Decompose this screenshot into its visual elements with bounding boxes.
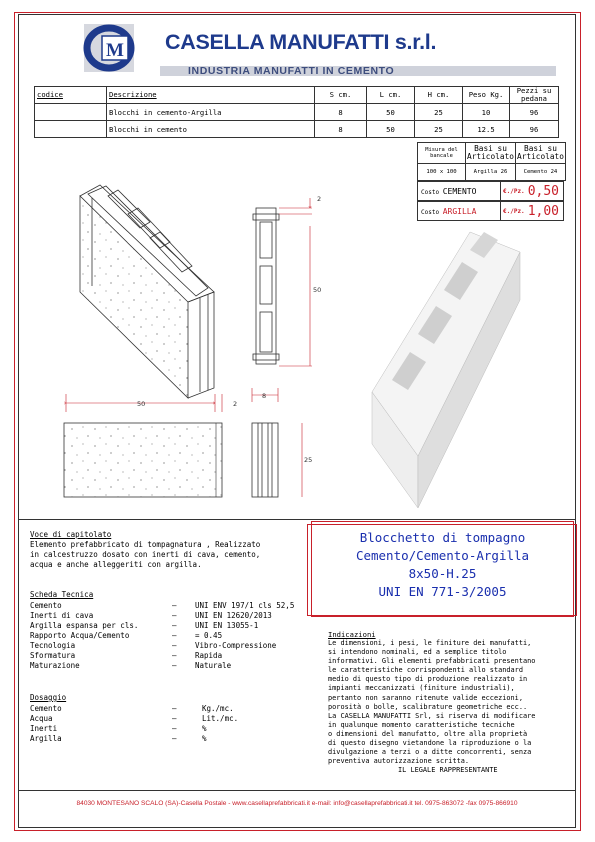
dosaggio-dash: – <box>172 724 177 733</box>
col-header-peso: Peso Kg. <box>463 87 510 104</box>
cell-s: 8 <box>315 121 367 138</box>
dim-label: 2 <box>317 195 322 203</box>
indicazioni-line: in qualunque momento caratteristiche tecniche <box>328 720 515 729</box>
cell-pezzi: 96 <box>510 104 559 121</box>
scheda-value: UNI EN 13055-1 <box>195 621 259 630</box>
company-tagline: INDUSTRIA MANUFATTI IN CEMENTO <box>160 66 556 76</box>
section-divider <box>18 519 576 520</box>
dosaggio-key: Inerti <box>30 724 58 733</box>
scheda-dash: – <box>172 661 177 670</box>
scheda-dash: – <box>172 621 177 630</box>
cell-h: 25 <box>415 104 463 121</box>
cost-currency: €./Pz. <box>503 188 525 195</box>
indicazioni-line: La CASELLA MANUFATTI Srl, si riserva di modificare <box>328 711 536 720</box>
scheda-key: Inerti di cava <box>30 611 94 620</box>
col-header-pezzi: Pezzi su pedana <box>510 87 559 104</box>
cost-label: Costo <box>421 189 440 196</box>
cost-label: Costo <box>421 209 440 216</box>
cell-l: 50 <box>367 104 415 121</box>
indicazioni-line: divulgazione a terzi o a ditte concorrenti, senza <box>328 748 532 757</box>
dim-label: 50 <box>137 400 146 408</box>
cost-value: 1,00 <box>527 204 559 219</box>
pallet-header-basi-2: Basi su Articolato <box>516 143 566 164</box>
col-header-s: S cm. <box>315 87 367 104</box>
dosaggio-unit: % <box>202 724 207 733</box>
scheda-heading: Scheda Tecnica <box>30 590 94 599</box>
product-size: 8x50-H.25 <box>408 566 477 581</box>
dosaggio-key: Argilla <box>30 734 62 743</box>
isometric-line-drawing <box>80 185 214 398</box>
col-header-h: H cm. <box>415 87 463 104</box>
scheda-key: Cemento <box>30 601 62 610</box>
scheda-dash: – <box>172 631 177 640</box>
front-view <box>253 208 279 364</box>
dosaggio-heading: Dosaggio <box>30 693 67 702</box>
scheda-value: Rapida <box>195 651 223 660</box>
dosaggio-dash: – <box>172 704 177 713</box>
dosaggio-key: Acqua <box>30 714 53 723</box>
cell-l: 50 <box>367 121 415 138</box>
col-header-codice: codice <box>37 90 63 99</box>
pallet-header-basi-1: Basi su Articolato <box>466 143 516 164</box>
scheda-key: Argilla espansa per cls. <box>30 621 139 630</box>
col-header-descrizione: Descrizione <box>109 90 157 99</box>
voce-line: Elemento prefabbricato di tompagnatura , Realizzato <box>30 540 261 549</box>
indicazioni-line: di questo disegno vietandone la riproduzione o la <box>328 739 532 748</box>
scheda-dash: – <box>172 611 177 620</box>
scheda-key: Maturazione <box>30 661 80 670</box>
scheda-key: Tecnologia <box>30 641 76 650</box>
indicazioni-line: o dimensioni del manufatto, oltre alla proprietà <box>328 729 528 738</box>
scheda-value: UNI EN 12620/2013 <box>195 611 272 620</box>
end-view <box>252 423 278 497</box>
pallet-header-misura: Misura del bancale <box>418 143 466 164</box>
scheda-value: = 0.45 <box>195 631 223 640</box>
cost-currency: €./Pz. <box>503 208 525 215</box>
voce-line: in calcestruzzo dosato con inerti di cava, cemento, <box>30 550 261 559</box>
scheda-value: Naturale <box>195 661 232 670</box>
indicazioni-text <box>328 639 535 775</box>
signature-label: IL LEGALE RAPPRESENTANTE <box>398 766 498 775</box>
cost-material: CEMENTO <box>442 187 477 196</box>
voce-line: acqua e anche alleggeriti con argilla. <box>30 560 202 569</box>
indicazioni-line: pertanto non saranno ritenute valide eccezioni, <box>328 693 523 702</box>
dosaggio-unit: Kg./mc. <box>202 704 234 713</box>
isometric-shaded-block <box>372 232 520 508</box>
dosaggio-dash: – <box>172 734 177 743</box>
indicazioni-line: Le dimensioni, i pesi, le finiture dei manufatti, <box>328 639 532 647</box>
scheda-dash: – <box>172 651 177 660</box>
dim-label: 8 <box>262 392 267 400</box>
pallet-value-cemento: Cemento 24 <box>516 164 566 181</box>
cell-descrizione: Blocchi in cemento <box>107 121 315 138</box>
company-name: CASELLA MANUFATTI s.r.l. <box>165 30 437 54</box>
col-header-l: L cm. <box>367 87 415 104</box>
product-title: Blocchetto di tompagno <box>359 530 526 545</box>
footer-contact: 84030 MONTESANO SCALO (SA)-Casella Postale - www.casellaprefabbricati.it e-mail: info@casellaprefabbricati.it tel. 0975-863072 -fax 0975-866910 <box>76 800 518 807</box>
dim-label: 50 <box>313 286 322 294</box>
footer-divider <box>18 790 576 791</box>
indicazioni-line: impianti meccanizzati (finiture industriali), <box>328 684 515 693</box>
dosaggio-unit: % <box>202 734 207 743</box>
cell-descrizione: Blocchi in cemento-Argilla <box>107 104 315 121</box>
voce-heading: Voce di capitolato <box>30 530 112 539</box>
scheda-key: Rapporto Acqua/Cemento <box>30 631 130 640</box>
dosaggio-unit: Lit./mc. <box>202 714 239 723</box>
product-standard: UNI EN 771-3/2005 <box>378 584 507 599</box>
logo-letter: M <box>106 40 124 61</box>
scheda-dash: – <box>172 601 177 610</box>
indicazioni-line: le caratteristiche corrispondenti allo standard <box>328 666 523 675</box>
indicazioni-line: medio di questo tipo di produzione realizzato in <box>328 675 528 684</box>
cell-h: 25 <box>415 121 463 138</box>
cell-s: 8 <box>315 104 367 121</box>
indicazioni-line: si intendono nominali, ed a semplice titolo <box>328 648 507 657</box>
side-face-view <box>64 423 222 497</box>
scheda-key: Sformatura <box>30 651 76 660</box>
scheda-value: Vibro-Compressione <box>195 641 277 650</box>
dosaggio-dash: – <box>172 714 177 723</box>
indicazioni-line: informativi. Gli elementi prefabbricati presentano <box>328 657 536 666</box>
pallet-value-argilla: Argilla 26 <box>466 164 516 181</box>
cell-peso: 10 <box>463 104 510 121</box>
dim-label: 2 <box>233 400 238 408</box>
cell-pezzi: 96 <box>510 121 559 138</box>
product-materials: Cemento/Cemento-Argilla <box>355 548 530 563</box>
cell-peso: 12.5 <box>463 121 510 138</box>
dosaggio-key: Cemento <box>30 704 62 713</box>
cost-material: ARGILLA <box>442 207 477 216</box>
indicazioni-line: preventiva autorizzazione scritta. <box>328 757 470 766</box>
scheda-dash: – <box>172 641 177 650</box>
pallet-value-misura: 100 x 100 <box>418 164 466 181</box>
dim-label: 25 <box>304 456 313 464</box>
cost-value: 0,50 <box>527 184 559 199</box>
indicazioni-heading: Indicazioni <box>328 630 376 639</box>
indicazioni-line: porosità o bolle, scalibrature geometriche ecc.. <box>328 702 528 711</box>
scheda-value: UNI ENV 197/1 cls 52,5 <box>195 601 295 610</box>
